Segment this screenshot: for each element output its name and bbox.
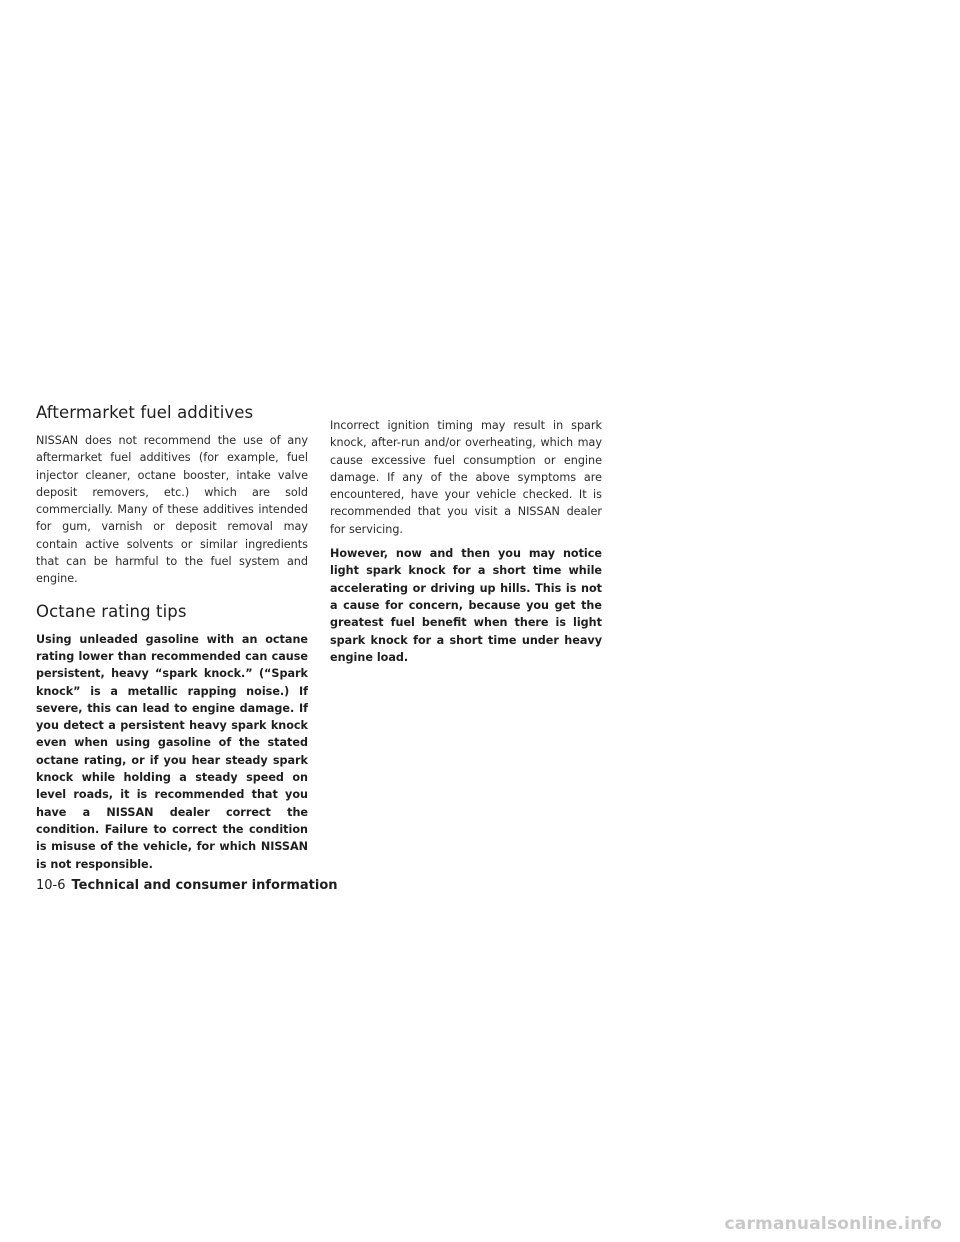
paragraph-ignition-timing: Incorrect ignition timing may result in spark knock, after-run and/or overheating, which may cause excessive fuel consumption or engine damage. If any of the above symptoms are encountered, have your vehicle checked. It is recommended that you visit a NISSAN dealer for servicing. xyxy=(330,419,602,536)
right-column xyxy=(330,403,602,666)
page-footer xyxy=(36,878,338,894)
paragraph-light-spark-knock: However, now and then you may notice light spark knock for a short time while accelerating or driving up hills. This is not a cause for concern, because you get the greatest fuel benefit when there is light spark knock for a short time under heavy engine load. xyxy=(330,547,602,664)
left-column xyxy=(36,403,308,873)
page-number: 10-6 xyxy=(36,878,66,893)
heading-aftermarket-fuel-additives: Aftermarket fuel additives xyxy=(36,403,254,422)
footer-section-title: Technical and consumer information xyxy=(71,878,338,893)
paragraph-octane-rating-tips: Using unleaded gasoline with an octane rating lower than recommended can cause persistent, heavy “spark knock.” (“Spark knock” is a metallic rapping noise.) If severe, this can lead to engine damage. If you detect a persistent heavy spark knock even when using gasoline of the stated octane rating, or if you hear steady spark knock while holding a steady speed on level roads, it is recommended that you have a NISSAN dealer correct the condition. Failure to correct the condition is misuse of the vehicle, for which NISSAN is not responsible. xyxy=(36,632,308,871)
heading-octane-rating-tips: Octane rating tips xyxy=(36,601,187,621)
watermark: carmanualsonline.info xyxy=(724,1214,942,1234)
paragraph-aftermarket-fuel-additives: NISSAN does not recommend the use of any aftermarket fuel additives (for example, fuel injector cleaner, octane booster, intake valve deposit removers, etc.) which are sold commercially. Many of these additives intended for gum, varnish or deposit removal may contain active solvents or similar ingredients that can be harmful to the fuel system and engine. xyxy=(36,434,308,586)
